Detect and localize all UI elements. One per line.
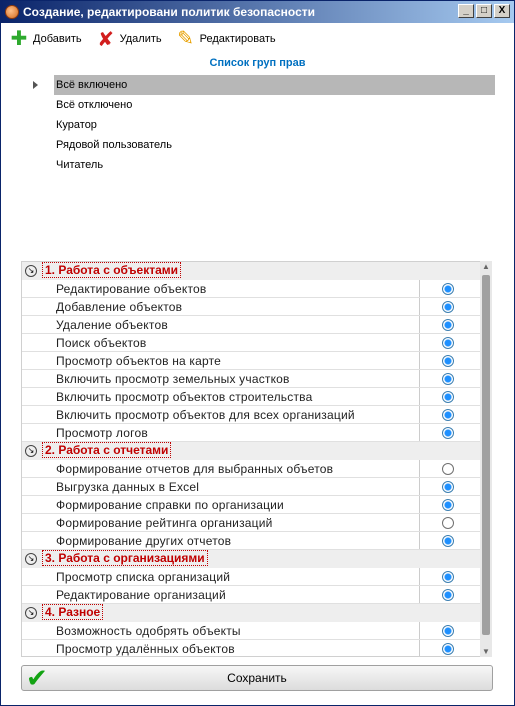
permission-label: Формирование справки по организации xyxy=(22,496,420,513)
permission-label: Формирование рейтинга организаций xyxy=(22,514,420,531)
section-header[interactable] xyxy=(22,604,490,622)
section-header[interactable] xyxy=(22,550,490,568)
permission-radio[interactable] xyxy=(442,355,454,367)
section-title: 1. Работа с объектами xyxy=(42,262,181,278)
permission-label: Удаление объектов xyxy=(22,316,420,333)
permission-row xyxy=(22,352,490,370)
groups-list xyxy=(21,75,495,255)
group-item[interactable]: Всё отключено xyxy=(56,99,133,111)
permission-radio[interactable] xyxy=(442,319,454,331)
plus-icon: ✚ xyxy=(10,28,28,50)
collapse-icon[interactable]: ↘ xyxy=(25,265,37,277)
group-item[interactable]: Куратор xyxy=(56,119,97,131)
section-header[interactable] xyxy=(22,442,490,460)
scroll-up-icon[interactable]: ▲ xyxy=(482,262,490,271)
window-title: Создание, редактировани политик безопасности xyxy=(23,5,316,19)
permissions-list xyxy=(21,261,491,657)
permission-radio[interactable] xyxy=(442,535,454,547)
permission-row xyxy=(22,622,490,640)
permission-row xyxy=(22,568,490,586)
permission-label: Просмотр объектов на карте xyxy=(22,352,420,369)
section-title: 4. Разное xyxy=(42,604,103,620)
section-title: 2. Работа с отчетами xyxy=(42,442,171,458)
checkmark-icon: ✔ xyxy=(26,663,48,693)
permission-label: Включить просмотр объектов строительства xyxy=(22,388,420,405)
permission-radio[interactable] xyxy=(442,499,454,511)
permission-label: Просмотр удалённых объектов xyxy=(22,640,420,657)
permission-radio[interactable] xyxy=(442,283,454,295)
permission-label: Включить просмотр земельных участков xyxy=(22,370,420,387)
delete-icon: ✘ xyxy=(97,27,114,51)
permission-radio[interactable] xyxy=(442,373,454,385)
groups-title: Список груп прав xyxy=(209,57,306,69)
save-button[interactable]: ✔ Сохранить xyxy=(21,665,493,691)
maximize-button[interactable]: □ xyxy=(476,4,492,18)
toolbar xyxy=(1,25,514,53)
permission-row xyxy=(22,460,490,478)
permission-label: Формирование отчетов для выбранных объетов xyxy=(22,460,420,477)
edit-button[interactable]: ✎ Редактировать xyxy=(177,28,276,50)
row-pointer-icon xyxy=(33,81,38,89)
scroll-thumb[interactable] xyxy=(482,275,490,635)
permission-radio[interactable] xyxy=(442,643,454,655)
permission-row xyxy=(22,496,490,514)
section-header[interactable] xyxy=(22,262,490,280)
permission-row xyxy=(22,532,490,550)
permission-radio[interactable] xyxy=(442,301,454,313)
permission-label: Добавление объектов xyxy=(22,298,420,315)
collapse-icon[interactable]: ↘ xyxy=(25,445,37,457)
permission-label: Просмотр логов xyxy=(22,424,420,441)
permission-row xyxy=(22,514,490,532)
group-item[interactable]: Читатель xyxy=(56,159,104,171)
permission-radio[interactable] xyxy=(442,463,454,475)
permission-label: Просмотр списка организаций xyxy=(22,568,420,585)
group-item[interactable]: Всё включено xyxy=(54,75,495,95)
delete-button[interactable]: ✘ Удалить xyxy=(97,27,162,51)
pencil-icon: ✎ xyxy=(177,28,194,50)
app-icon xyxy=(5,5,19,19)
collapse-icon[interactable]: ↘ xyxy=(25,607,37,619)
permission-row xyxy=(22,280,490,298)
permission-radio[interactable] xyxy=(442,571,454,583)
group-item[interactable]: Рядовой пользователь xyxy=(56,139,172,151)
permission-label: Поиск объектов xyxy=(22,334,420,351)
permission-row xyxy=(22,316,490,334)
permission-row xyxy=(22,478,490,496)
permission-row xyxy=(22,334,490,352)
permission-radio[interactable] xyxy=(442,391,454,403)
permission-radio[interactable] xyxy=(442,589,454,601)
close-button[interactable]: X xyxy=(494,4,510,18)
permission-label: Возможность одобрять объекты xyxy=(22,622,420,639)
permission-radio[interactable] xyxy=(442,337,454,349)
permission-row xyxy=(22,586,490,604)
permission-radio[interactable] xyxy=(442,409,454,421)
add-button[interactable]: ✚ Добавить xyxy=(10,28,82,50)
permission-row xyxy=(22,370,490,388)
scroll-down-icon[interactable]: ▼ xyxy=(482,647,490,656)
permission-label: Выгрузка данных в Excel xyxy=(22,478,420,495)
permission-row xyxy=(22,406,490,424)
permission-radio[interactable] xyxy=(442,481,454,493)
collapse-icon[interactable]: ↘ xyxy=(25,553,37,565)
permission-label: Включить просмотр объектов для всех организаций xyxy=(22,406,420,423)
permission-radio[interactable] xyxy=(442,427,454,439)
section-title: 3. Работа с организациями xyxy=(42,550,208,566)
minimize-button[interactable]: _ xyxy=(458,4,474,18)
permission-radio[interactable] xyxy=(442,625,454,637)
permission-label: Редактирование объектов xyxy=(22,280,420,297)
permission-label: Редактирование организаций xyxy=(22,586,420,603)
permission-row xyxy=(22,298,490,316)
permission-row xyxy=(22,424,490,442)
permission-row xyxy=(22,388,490,406)
permission-radio[interactable] xyxy=(442,517,454,529)
permission-row xyxy=(22,640,490,657)
scrollbar[interactable] xyxy=(480,261,492,657)
title-bar xyxy=(1,1,514,23)
permission-label: Формирование других отчетов xyxy=(22,532,420,549)
